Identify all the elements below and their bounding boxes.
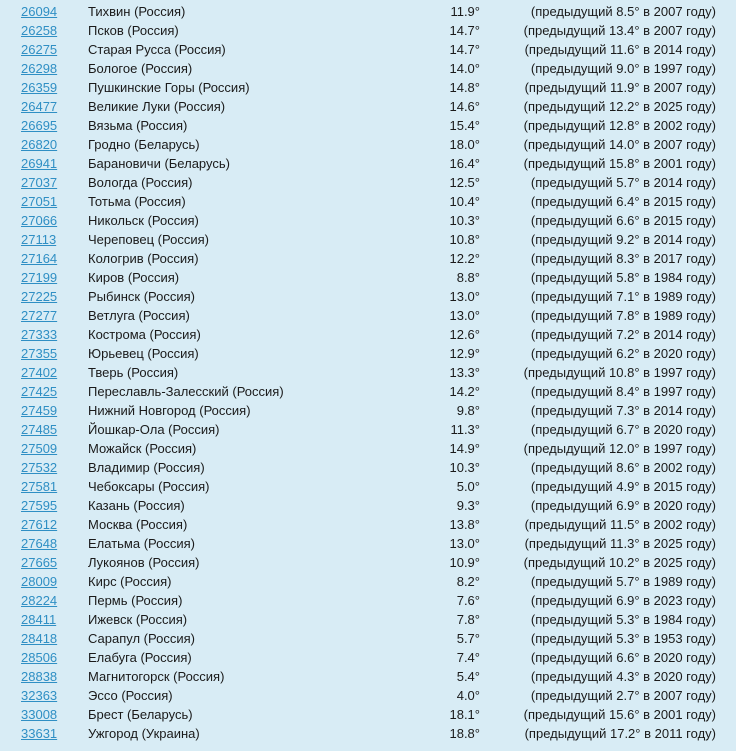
previous-record: (предыдущий 7.3° в 2014 году): [530, 403, 716, 418]
previous-record: (предыдущий 12.8° в 2002 году): [523, 118, 716, 133]
station-name: Ижевск (Россия): [88, 612, 188, 627]
previous-record: (предыдущий 6.2° в 2020 году): [530, 346, 716, 361]
station-name: Тихвин (Россия): [88, 4, 186, 19]
station-code-link[interactable]: 27648: [21, 536, 58, 551]
previous-record: (предыдущий 6.7° в 2020 году): [530, 422, 716, 437]
previous-record: (предыдущий 13.4° в 2007 году): [523, 23, 716, 38]
table-row: [0, 97, 736, 116]
previous-record: (предыдущий 7.2° в 2014 году): [530, 327, 716, 342]
station-name: Юрьевец (Россия): [88, 346, 199, 361]
previous-record: (предыдущий 2.7° в 2007 году): [530, 688, 716, 703]
table-row: [0, 268, 736, 287]
table-row: [0, 21, 736, 40]
table-row: [0, 667, 736, 686]
temperature-value: 13.8°: [449, 517, 480, 532]
table-row: [0, 629, 736, 648]
station-code-link[interactable]: 28838: [21, 669, 58, 684]
temperature-value: 12.2°: [449, 251, 480, 266]
temperature-value: 14.6°: [449, 99, 480, 114]
station-code-link[interactable]: 27355: [21, 346, 58, 361]
station-name: Вологда (Россия): [88, 175, 193, 190]
temperature-value: 15.4°: [449, 118, 480, 133]
temperature-value: 14.8°: [449, 80, 480, 95]
table-row: [0, 192, 736, 211]
previous-record: (предыдущий 6.6° в 2020 году): [530, 650, 716, 665]
previous-record: (предыдущий 8.3° в 2017 году): [530, 251, 716, 266]
previous-record: (предыдущий 10.8° в 1997 году): [523, 365, 716, 380]
station-name: Тверь (Россия): [88, 365, 179, 380]
temperature-value: 14.9°: [449, 441, 480, 456]
station-code-link[interactable]: 27037: [21, 175, 58, 190]
previous-record: (предыдущий 12.0° в 1997 году): [523, 441, 716, 456]
station-name: Можайск (Россия): [88, 441, 197, 456]
previous-record: (предыдущий 5.8° в 1984 году): [530, 270, 716, 285]
previous-record: (предыдущий 11.5° в 2002 году): [524, 517, 716, 532]
temperature-value: 18.8°: [449, 726, 480, 741]
station-name: Ужгород (Украина): [88, 726, 200, 741]
previous-record: (предыдущий 5.3° в 1953 году): [530, 631, 716, 646]
temperature-value: 5.0°: [456, 479, 480, 494]
temperature-value: 18.1°: [449, 707, 480, 722]
station-code-link[interactable]: 32363: [21, 688, 58, 703]
station-name: Никольск (Россия): [88, 213, 199, 228]
station-name: Киров (Россия): [88, 270, 180, 285]
previous-record: (предыдущий 12.2° в 2025 году): [523, 99, 716, 114]
table-row: [0, 724, 736, 743]
station-code-link[interactable]: 27066: [21, 213, 58, 228]
table-row: [0, 363, 736, 382]
previous-record: (предыдущий 6.9° в 2020 году): [530, 498, 716, 513]
table-row: [0, 572, 736, 591]
table-row: [0, 477, 736, 496]
temperature-value: 5.4°: [456, 669, 480, 684]
station-name: Барановичи (Беларусь): [88, 156, 230, 171]
station-name: Сарапул (Россия): [88, 631, 195, 646]
station-code-link[interactable]: 27595: [21, 498, 58, 513]
temperature-value: 11.9°: [450, 4, 480, 19]
table-row: [0, 382, 736, 401]
temperature-value: 7.6°: [456, 593, 480, 608]
records-table: [0, 2, 736, 743]
previous-record: (предыдущий 6.4° в 2015 году): [530, 194, 716, 209]
table-row: [0, 230, 736, 249]
station-name: Казань (Россия): [88, 498, 185, 513]
previous-record: (предыдущий 6.6° в 2015 году): [530, 213, 716, 228]
table-row: [0, 610, 736, 629]
station-name: Лукоянов (Россия): [88, 555, 200, 570]
station-code-link[interactable]: 26941: [21, 156, 58, 171]
station-code-link[interactable]: 26275: [21, 42, 58, 57]
temperature-value: 12.9°: [449, 346, 480, 361]
temperature-value: 10.3°: [449, 460, 480, 475]
previous-record: (предыдущий 9.0° в 1997 году): [530, 61, 716, 76]
station-code-link[interactable]: 27581: [21, 479, 58, 494]
table-row: [0, 173, 736, 192]
table-row: [0, 705, 736, 724]
table-row: [0, 154, 736, 173]
station-name: Великие Луки (Россия): [88, 99, 226, 114]
temperature-value: 7.8°: [456, 612, 480, 627]
station-name: Пушкинские Горы (Россия): [88, 80, 250, 95]
station-name: Кологрив (Россия): [88, 251, 199, 266]
station-code-link[interactable]: 26477: [21, 99, 58, 114]
temperature-value: 16.4°: [449, 156, 480, 171]
station-code-link[interactable]: 28418: [21, 631, 58, 646]
previous-record: (предыдущий 6.9° в 2023 году): [530, 593, 716, 608]
previous-record: (предыдущий 15.6° в 2001 году): [523, 707, 716, 722]
previous-record: (предыдущий 9.2° в 2014 году): [530, 232, 716, 247]
temperature-value: 14.7°: [449, 42, 480, 57]
station-name: Эссо (Россия): [88, 688, 173, 703]
temperature-value: 14.2°: [449, 384, 480, 399]
station-code-link[interactable]: 27277: [21, 308, 58, 323]
previous-record: (предыдущий 5.7° в 1989 году): [530, 574, 716, 589]
table-row: [0, 306, 736, 325]
station-code-link[interactable]: 28009: [21, 574, 58, 589]
table-row: [0, 553, 736, 572]
station-code-link[interactable]: 27485: [21, 422, 58, 437]
station-code-link[interactable]: 28224: [21, 593, 58, 608]
temperature-value: 5.7°: [456, 631, 480, 646]
station-name: Елатьма (Россия): [88, 536, 195, 551]
station-name: Москва (Россия): [88, 517, 188, 532]
station-name: Тотьма (Россия): [88, 194, 186, 209]
table-row: [0, 496, 736, 515]
previous-record: (предыдущий 14.0° в 2007 году): [523, 137, 716, 152]
temperature-value: 13.0°: [449, 289, 480, 304]
station-code-link[interactable]: 26695: [21, 118, 58, 133]
previous-record: (предыдущий 10.2° в 2025 году): [523, 555, 716, 570]
previous-record: (предыдущий 5.7° в 2014 году): [530, 175, 716, 190]
table-row: [0, 534, 736, 553]
temperature-value: 11.3°: [450, 422, 480, 437]
temperature-value: 10.9°: [449, 555, 480, 570]
station-name: Кострома (Россия): [88, 327, 201, 342]
previous-record: (предыдущий 11.3° в 2025 году): [524, 536, 716, 551]
station-code-link[interactable]: 26258: [21, 23, 58, 38]
temperature-value: 13.3°: [449, 365, 480, 380]
previous-record: (предыдущий 4.9° в 2015 году): [530, 479, 716, 494]
table-row: [0, 439, 736, 458]
station-code-link[interactable]: 27199: [21, 270, 58, 285]
station-name: Переславль-Залесский (Россия): [88, 384, 284, 399]
station-code-link[interactable]: 27612: [21, 517, 58, 532]
station-code-link[interactable]: 27402: [21, 365, 58, 380]
previous-record: (предыдущий 17.2° в 2011 году): [524, 726, 716, 741]
station-code-link[interactable]: 27665: [21, 555, 58, 570]
previous-record: (предыдущий 7.8° в 1989 году): [530, 308, 716, 323]
station-name: Псков (Россия): [88, 23, 179, 38]
temperature-value: 13.0°: [449, 536, 480, 551]
temperature-value: 10.3°: [449, 213, 480, 228]
station-name: Нижний Новгород (Россия): [88, 403, 251, 418]
station-code-link[interactable]: 27051: [21, 194, 58, 209]
station-code-link[interactable]: 33008: [21, 707, 58, 722]
station-name: Елабуга (Россия): [88, 650, 192, 665]
station-code-link[interactable]: 27532: [21, 460, 58, 475]
previous-record: (предыдущий 11.6° в 2014 году): [524, 42, 716, 57]
table-row: [0, 591, 736, 610]
station-code-link[interactable]: 33631: [21, 726, 58, 741]
station-code-link[interactable]: 26820: [21, 137, 58, 152]
table-row: [0, 344, 736, 363]
table-row: [0, 135, 736, 154]
station-name: Ветлуга (Россия): [88, 308, 190, 323]
temperature-value: 14.0°: [449, 61, 480, 76]
station-code-link[interactable]: 27459: [21, 403, 58, 418]
station-name: Пермь (Россия): [88, 593, 183, 608]
station-name: Вязьма (Россия): [88, 118, 188, 133]
previous-record: (предыдущий 5.3° в 1984 году): [530, 612, 716, 627]
table-row: [0, 686, 736, 705]
table-row: [0, 401, 736, 420]
previous-record: (предыдущий 8.5° в 2007 году): [530, 4, 716, 19]
table-row: [0, 211, 736, 230]
station-code-link[interactable]: 26359: [21, 80, 58, 95]
table-row: [0, 287, 736, 306]
station-name: Череповец (Россия): [88, 232, 209, 247]
temperature-value: 8.8°: [456, 270, 480, 285]
station-code-link[interactable]: 26298: [21, 61, 58, 76]
station-code-link[interactable]: 27333: [21, 327, 58, 342]
table-row: [0, 515, 736, 534]
table-row: [0, 458, 736, 477]
temperature-value: 7.4°: [456, 650, 480, 665]
temperature-value: 12.5°: [449, 175, 480, 190]
station-code-link[interactable]: 27164: [21, 251, 58, 266]
temperature-value: 9.8°: [456, 403, 480, 418]
station-name: Гродно (Беларусь): [88, 137, 200, 152]
table-row: [0, 420, 736, 439]
station-code-link[interactable]: 28506: [21, 650, 58, 665]
table-row: [0, 116, 736, 135]
temperature-value: 10.8°: [449, 232, 480, 247]
table-row: [0, 648, 736, 667]
station-name: Рыбинск (Россия): [88, 289, 195, 304]
station-name: Йошкар-Ола (Россия): [88, 422, 220, 437]
station-code-link[interactable]: 26094: [21, 4, 58, 19]
station-code-link[interactable]: 28411: [21, 612, 57, 627]
temperature-value: 4.0°: [456, 688, 480, 703]
table-row: [0, 2, 736, 21]
table-row: [0, 78, 736, 97]
temperature-value: 8.2°: [456, 574, 480, 589]
station-code-link[interactable]: 27509: [21, 441, 58, 456]
temperature-value: 14.7°: [449, 23, 480, 38]
station-name: Владимир (Россия): [88, 460, 205, 475]
station-code-link[interactable]: 27113: [21, 232, 57, 247]
table-row: [0, 40, 736, 59]
station-name: Старая Русса (Россия): [88, 42, 226, 57]
previous-record: (предыдущий 4.3° в 2020 году): [530, 669, 716, 684]
previous-record: (предыдущий 7.1° в 1989 году): [530, 289, 716, 304]
temperature-value: 18.0°: [449, 137, 480, 152]
previous-record: (предыдущий 8.4° в 1997 году): [530, 384, 716, 399]
station-name: Магнитогорск (Россия): [88, 669, 225, 684]
temperature-value: 9.3°: [456, 498, 480, 513]
station-code-link[interactable]: 27225: [21, 289, 58, 304]
previous-record: (предыдущий 11.9° в 2007 году): [524, 80, 716, 95]
station-code-link[interactable]: 27425: [21, 384, 58, 399]
table-row: [0, 249, 736, 268]
station-name: Кирс (Россия): [88, 574, 172, 589]
previous-record: (предыдущий 15.8° в 2001 году): [523, 156, 716, 171]
station-name: Бологое (Россия): [88, 61, 193, 76]
temperature-value: 10.4°: [449, 194, 480, 209]
previous-record: (предыдущий 8.6° в 2002 году): [530, 460, 716, 475]
station-name: Брест (Беларусь): [88, 707, 193, 722]
temperature-value: 13.0°: [449, 308, 480, 323]
temperature-value: 12.6°: [449, 327, 480, 342]
table-row: [0, 325, 736, 344]
table-row: [0, 59, 736, 78]
station-name: Чебоксары (Россия): [88, 479, 210, 494]
